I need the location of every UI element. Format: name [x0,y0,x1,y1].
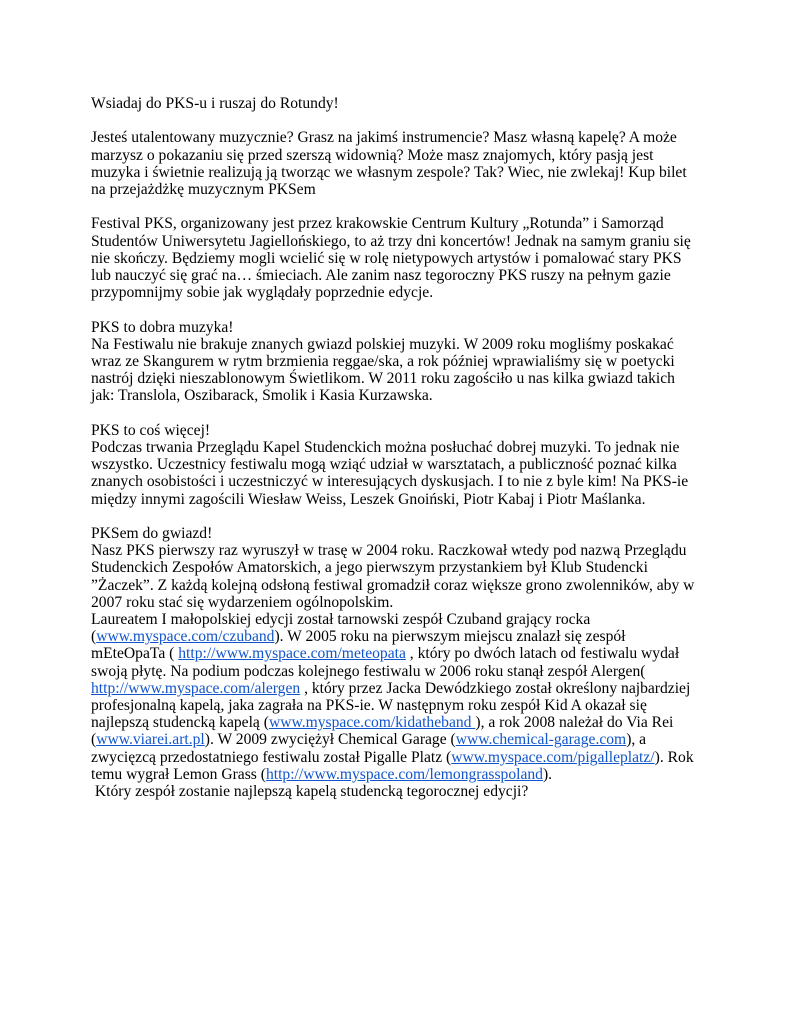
music-heading: PKS to dobra muzyka! [91,318,234,336]
stars-line-pigalle [91,749,711,766]
intro-line: Jesteś utalentowany muzycznie? Grasz na jakimś instrumencie? Masz własną kapelę? A może [91,129,677,147]
stars-section [91,525,711,800]
stars-line: Laureatem I małopolskiej edycji został tarnowski zespół Czuband grający rocka [91,611,591,629]
intro-line: na przejażdżkę muzycznym PKSem [91,181,316,198]
music-line: wraz ze Skangurem w rytm brzmienia reggae/ska, a rok później wprawialiśmy się w poetycki [91,353,675,370]
festival-line: lub nauczyć się grać na… śmieciach. Ale zanim nasz tegoroczny PKS ruszy na pełnym gazie [91,267,671,284]
stars-line-czuband [91,628,711,645]
stars-line: ”Żaczek”. Z każdą kolejną odsłoną festiwal gromadził coraz większe grono zwolenników, aby w [91,576,695,594]
chemical-garage-link[interactable]: www.chemical-garage.com [455,731,627,749]
music-line: nastrój dzięki nieszablonowym Świetlikom. W 2011 roku zagościło u nas kilka gwiazd takich [91,370,675,388]
lemongrass-link[interactable]: http://www.myspace.com/lemongrasspoland [265,765,543,783]
festival-line: Festival PKS, organizowany jest przez krakowskie Centrum Kultury „Rotunda” i Samorząd [91,215,664,233]
text-fragment: ( [91,731,97,749]
text-fragment: ). W 2005 roku na pierwszym miejscu znalazł się zespół [274,628,626,646]
stars-line: profesjonalną kapelą, jaka zagrała na PKS-ie. W następnym roku zespół Kid A okazał się [91,697,647,715]
more-line: wszystko. Uczestnicy festiwalu mogą wziąć udział w warsztatach, a publiczność poznać kilka [91,456,677,474]
stars-line: Studenckich Zespołów Amatorskich, a jego pierwszym przystankiem był Klub Studencki [91,559,648,577]
stars-line: 2007 roku stać się wydarzeniem ogólnopolskim. [91,593,394,611]
viarei-link[interactable]: www.viarei.art.pl [96,731,205,749]
meteopata-link[interactable]: http://www.myspace.com/meteopata [178,645,406,663]
closing-question: Który zespół zostanie najlepszą kapelą studencką tegorocznej edycji? [91,783,529,801]
more-section [91,422,711,508]
more-line: między innymi zagościli Wiesław Weiss, Leszek Gnoiński, Piotr Kabaj i Piotr Maślanka. [91,490,646,508]
text-fragment: mEteOpaTa ( [91,645,179,663]
pigalleplatz-link[interactable]: www.myspace.com/pigalleplatz/ [451,748,655,766]
stars-line-kida [91,714,711,731]
czuband-link[interactable]: www.myspace.com/czuband [96,628,275,646]
text-fragment: , który po dwóch latach od festiwalu wydał [405,645,680,663]
intro-paragraph [91,129,711,198]
festival-line: przypomnijmy sobie jak wyglądały poprzednie edycje. [91,284,434,302]
article-title-text: Wsiadaj do PKS-u i ruszaj do Rotundy! [91,95,339,112]
text-fragment: ). Rok [654,748,694,766]
article-title [91,95,711,112]
stars-line: Nasz PKS pierwszy raz wyruszył w trasę w 2004 roku. Raczkował wtedy pod nazwą Przeglądu [91,542,687,560]
intro-line: muzyka i świetnie realizują ją tworząc we własnym zespole? Tak? Wiec, nie zwlekaj! Kup bilet [91,163,687,181]
music-section [91,319,711,405]
text-fragment: , który przez Jacka Dewódzkiego został określony najbardziej [300,679,691,697]
stars-line-meteopata [91,645,711,662]
intro-line: marzysz o pokazaniu się przed szerszą widownią? Może masz znajomych, który pasją jest [91,146,654,164]
alergen-link[interactable]: http://www.myspace.com/alergen [91,679,301,697]
text-fragment: najlepszą studencką kapelą ( [91,714,269,732]
text-fragment: ). [542,765,553,783]
stars-line-viarei [91,731,711,748]
text-fragment: temu wygrał Lemon Grass ( [91,765,266,783]
text-fragment: zwycięzcą przedostatniego festiwalu został Pigalle Platz ( [91,748,452,766]
text-fragment: ), a rok 2008 należał do Via Rei [475,714,674,732]
music-line: Na Festiwalu nie brakuje znanych gwiazd polskiej muzyki. W 2009 roku mogliśmy poskakać [91,335,674,353]
festival-paragraph [91,215,711,301]
festival-line: Studentów Uniwersytetu Jagiellońskiego, to aż trzy dni koncertów! Jednak na samym graniu się [91,232,691,250]
stars-line-alergen [91,680,711,697]
stars-line-lemongrass [91,766,711,783]
more-heading: PKS to coś więcej! [91,421,211,439]
more-line: znanych osobistości i uczestniczyć w interesujących dyskusjach. I to nie z byle kim! Na PKS-ie [91,473,689,491]
stars-line: swoją płytę. Na podium podczas kolejnego festiwalu w 2006 roku stanął zespół Alergen( [91,662,646,680]
text-fragment: ), a [626,731,647,749]
text-fragment: ). W 2009 zwyciężył Chemical Garage ( [204,731,456,749]
kidatheband-link[interactable]: www.myspace.com/kidatheband [268,714,476,732]
text-fragment: ( [91,628,97,646]
festival-line: nie skończy. Będziemy mogli wcielić się w rolę nietypowych artystów i pomalować stary PKS [91,249,682,267]
more-line: Podczas trwania Przeglądu Kapel Studenckich można posłuchać dobrej muzyki. To jednak nie [91,439,680,456]
stars-heading: PKSem do gwiazd! [91,525,213,542]
music-line: jak: Translola, Oszibarack, Smolik i Kasia Kurzawska. [91,387,433,405]
document-page [91,95,711,800]
